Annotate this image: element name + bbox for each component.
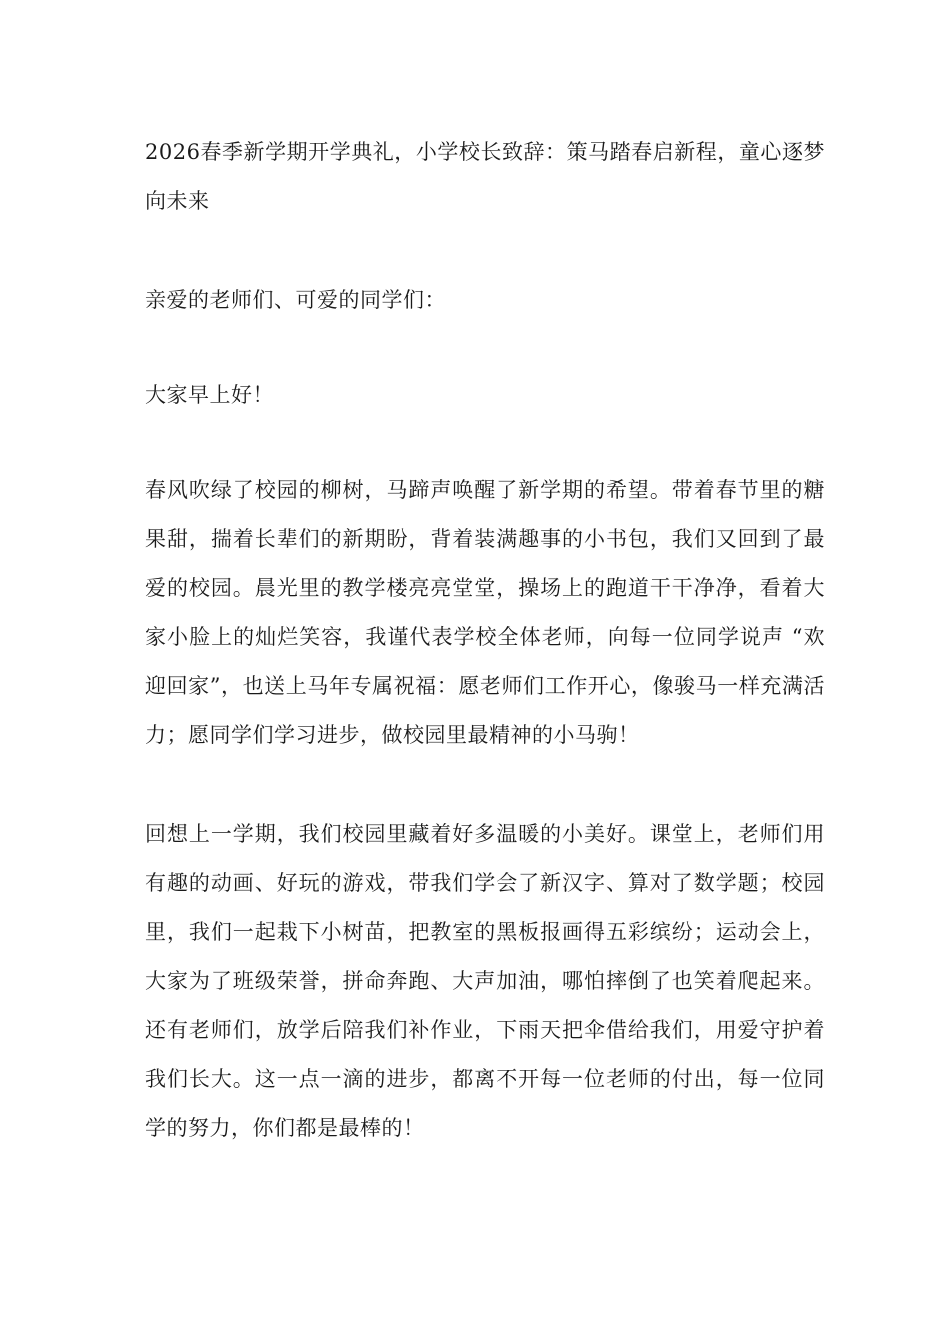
greeting: 大家早上好！ [145, 383, 274, 407]
body-paragraph: 回想上一学期，我们校园里藏着好多温暖的小美好。课堂上，老师们用有趣的动画、好玩的游戏，带我们学会了新汉字、算对了数学题；校园里，我们一起栽下小树苗，把教室的黑板报画得五彩缤纷；运动会上，大家为了班级荣誉，拼命奔跑、大声加油，哪怕摔倒了也笑着爬起来。还有老师们，放学后陪我们补作业，下雨天把伞借给我们，用爱守护着我们长大。这一点一滴的进步，都离不开每一位老师的付出，每一位同学的努力，你们都是最棒的！ [145, 822, 825, 1140]
document-body [145, 128, 825, 1153]
document-title: 2026春季新学期开学典礼，小学校长致辞：策马踏春启新程，童心逐梦向未来 [145, 140, 825, 213]
body-paragraph: 春风吹绿了校园的柳树，马蹄声唤醒了新学期的希望。带着春节里的糖果甜，揣着长辈们的新期盼，背着装满趣事的小书包，我们又回到了最爱的校园。晨光里的教学楼亮亮堂堂，操场上的跑道干干净净，看着大家小脸上的灿烂笑容，我谨代表学校全体老师，向每一位同学说声 “欢迎回家”，也送上马年专属祝福：愿老师们工作开心，像骏马一样充满活力；愿同学们学习进步，做校园里最精神的小马驹！ [145, 478, 825, 747]
salutation: 亲爱的老师们、可爱的同学们： [145, 288, 446, 312]
